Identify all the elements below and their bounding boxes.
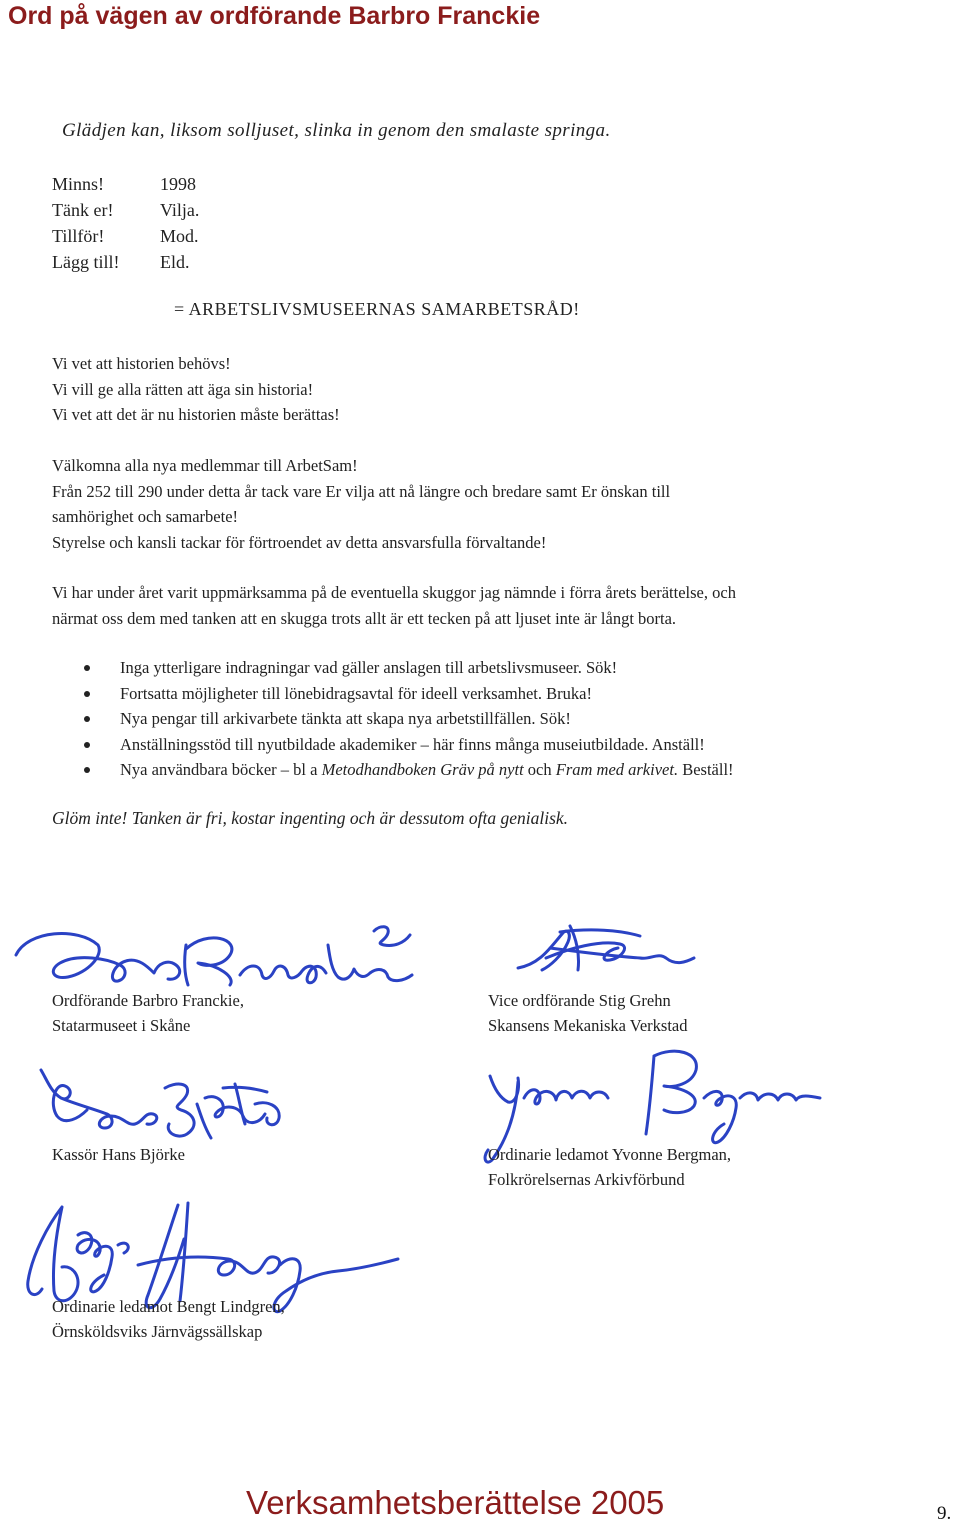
- bullet-item: Nya pengar till arkivarbete tänkta att skapa nya arbetstillfällen. Sök!: [84, 706, 734, 732]
- signature-hans-bjorke: [35, 1064, 295, 1144]
- word-pair: [52, 174, 199, 200]
- pair-right: Mod.: [160, 226, 199, 246]
- paragraph-line: Välkomna alla nya medlemmar till ArbetSam!: [52, 456, 358, 475]
- paragraph-line: Från 252 till 290 under detta år tack vare Er vilja att nå längre och bredare samt Er önskan till: [52, 481, 671, 501]
- signatory-organisation: Örnsköldsviks Järnvägssällskap: [52, 1322, 263, 1341]
- bullet-item: [84, 757, 734, 783]
- paragraph-welcome: [52, 453, 670, 555]
- paragraph-line: närmat oss dem med tanken att en skugga trots allt är ett tecken på att ljuset inte är långt borta.: [52, 608, 677, 628]
- paragraph-line: samhörighet och samarbete!: [52, 507, 239, 526]
- signature-barbro-franckie: [8, 915, 418, 997]
- signatory-title: Vice ordförande Stig Grehn: [488, 991, 671, 1010]
- council-headline: = ARBETSLIVSMUSEERNAS SAMARBETSRÅD!: [174, 299, 580, 319]
- bullet-item: Anställningsstöd till nyutbildade akademiker – här finns många museiutbildade. Anställ!: [84, 732, 734, 758]
- paragraph-history: [52, 351, 340, 428]
- report-title: Verksamhetsberättelse 2005: [246, 1484, 665, 1521]
- paragraph-line: Styrelse och kansli tackar för förtroendet av detta ansvarsfulla förvaltande!: [52, 532, 547, 552]
- signatory-caption: [52, 1294, 285, 1344]
- pair-right: Vilja.: [160, 200, 200, 220]
- pair-left: Minns!: [52, 174, 105, 194]
- signatory-organisation: Skansens Mekaniska Verkstad: [488, 1016, 688, 1035]
- pair-left: Tillför!: [52, 226, 105, 246]
- book-title: Metodhandboken Gräv på nytt: [321, 760, 524, 779]
- page-number: 9.: [937, 1503, 952, 1524]
- signatory-organisation: Folkrörelsernas Arkivförbund: [488, 1170, 685, 1189]
- closing-line: Glöm inte! Tanken är fri, kostar ingenting och är dessutom ofta genialisk.: [52, 808, 569, 828]
- page-title: Ord på vägen av ordförande Barbro Franckie: [8, 2, 541, 30]
- pair-left: Lägg till!: [52, 252, 120, 272]
- word-pair: [52, 252, 199, 278]
- bullet-item: Fortsatta möjligheter till lönebidragsavtal för ideell verksamhet. Bruka!: [84, 681, 734, 707]
- paragraph-line: Vi vill ge alla rätten att äga sin historia!: [52, 379, 314, 399]
- signatory-title: Kassör Hans Björke: [52, 1145, 185, 1164]
- paragraph-line: Vi har under året varit uppmärksamma på de eventuella skuggor jag nämnde i förra årets berättelse, och: [52, 583, 736, 602]
- signatory-title: Ordinarie ledamot Bengt Lindgren,: [52, 1297, 285, 1316]
- pair-right: Eld.: [160, 252, 190, 272]
- bullet-text: och: [523, 760, 556, 779]
- word-pairs: [52, 174, 199, 278]
- paragraph-line: Vi vet att det är nu historien måste berättas!: [52, 405, 340, 424]
- pair-right: 1998: [160, 174, 196, 194]
- signature-stig-grehn: [510, 918, 700, 980]
- paragraph-line: Vi vet att historien behövs!: [52, 354, 231, 373]
- signatory-caption: [488, 1142, 731, 1192]
- word-pair: [52, 226, 199, 252]
- signatory-caption: [52, 1142, 185, 1167]
- paragraph-shadows: [52, 580, 736, 631]
- news-bullet-list: [84, 655, 734, 783]
- signatory-caption: [52, 988, 244, 1038]
- opening-quote: Glädjen kan, liksom solljuset, slinka in genom den smalaste springa.: [62, 120, 611, 141]
- signatory-title: Ordinarie ledamot Yvonne Bergman,: [488, 1145, 732, 1164]
- book-title: Fram med arkivet.: [555, 760, 679, 779]
- word-pair: [52, 200, 199, 226]
- pair-left: Tänk er!: [52, 200, 114, 220]
- bullet-text: Beställ!: [678, 760, 734, 779]
- bullet-text: Nya användbara böcker – bl a: [120, 760, 322, 779]
- signatory-organisation: Statarmuseet i Skåne: [52, 1016, 191, 1035]
- signatory-caption: [488, 988, 688, 1038]
- signatory-title: Ordförande Barbro Franckie,: [52, 991, 244, 1010]
- bullet-item: Inga ytterligare indragningar vad gäller anslagen till arbetslivsmuseer. Sök!: [84, 655, 734, 681]
